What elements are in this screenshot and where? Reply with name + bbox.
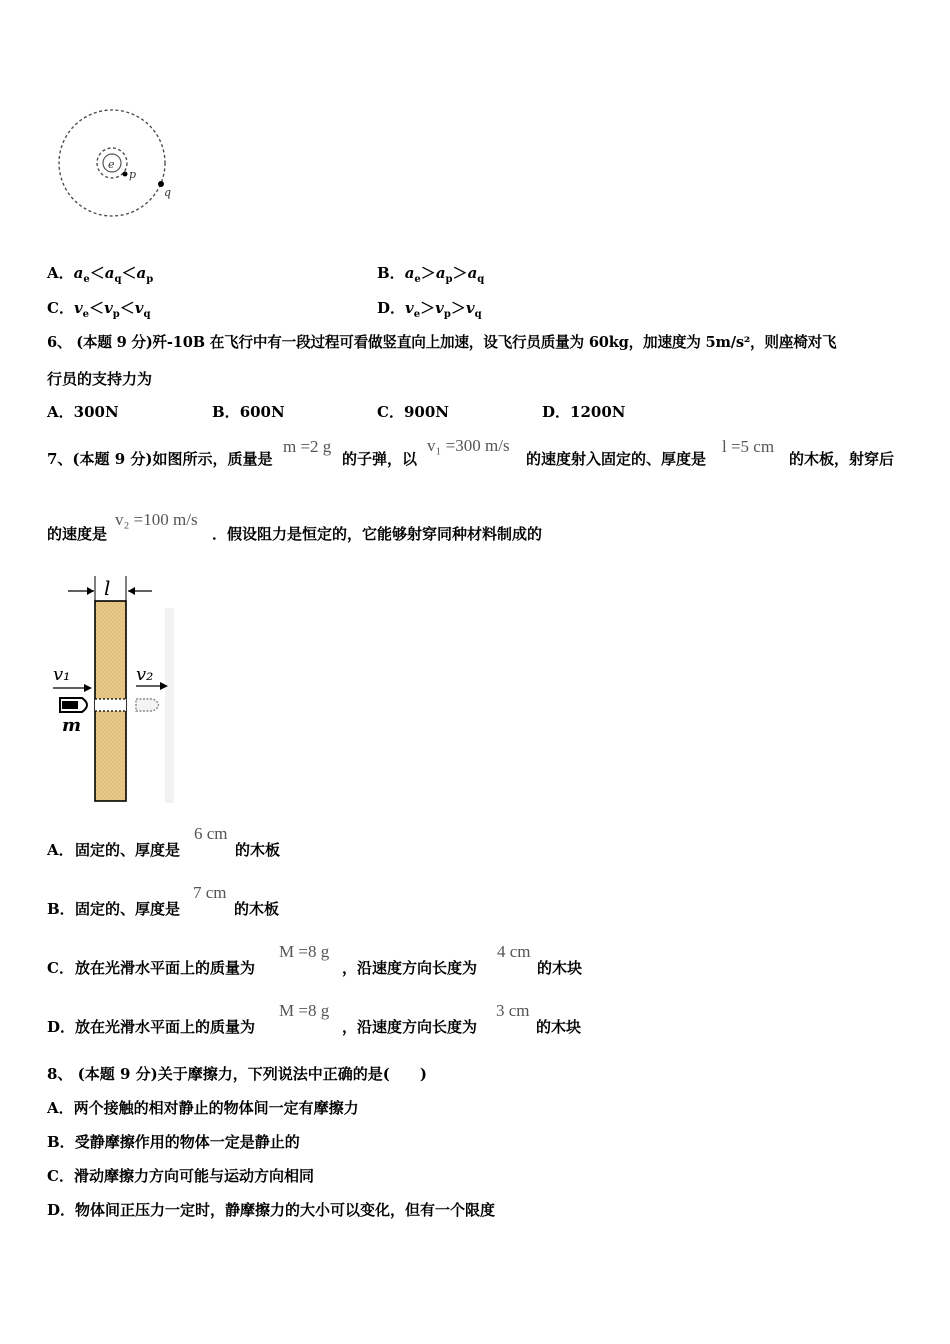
q5-option-b[interactable]: B．$a_e>a_p>a_q$ (377, 264, 485, 285)
q7-mass-expr: m =2 g (283, 437, 332, 456)
q6-stem-line1: 6、 (本题 9 分)歼-10B 在飞行中有一段过程可看做竖直向上加速，设飞行员质量为 60kg，加速度为 5m/s²，则座椅对飞 (47, 334, 837, 351)
label-v1: v₁ (53, 664, 71, 685)
q7-v1-expr: v₁ =300 m/s (427, 436, 510, 455)
orbit-figure (50, 105, 190, 230)
q7-stem-part3: 的速度射入固定的、厚度是 (526, 450, 707, 468)
q7-l-expr: l =5 cm (722, 437, 775, 456)
q5-option-a[interactable]: A．$a_e<a_q<a_p$ (47, 264, 154, 285)
q6-stem-line2: 行员的支持力为 (47, 370, 153, 388)
q7-option-c[interactable]: C． 放在光滑水平面上的质量为 M =8 g ，沿速度方向长度为 4 cm 的木块 (47, 942, 583, 977)
label-m: m (62, 715, 82, 736)
q7-option-b[interactable]: B． 固定的、厚度是 7 cm 的木板 (47, 883, 280, 918)
q7-stem-part1: 7、(本题 9 分)如图所示，质量是 (47, 450, 273, 468)
label-l: l (104, 576, 111, 600)
label-p: p (129, 168, 137, 181)
q7-option-a[interactable]: A． 固定的、厚度是 6 cm 的木板 (47, 824, 281, 859)
label-v2: v₂ (136, 664, 154, 685)
q6-option-a[interactable]: A．300N (47, 403, 119, 421)
q5-option-c[interactable]: C．$v_e<v_p<v_q$ (47, 299, 151, 320)
q7-stem-part5: 的速度是 (47, 525, 108, 543)
q5-option-d[interactable]: D．$v_e>v_p>v_q$ (377, 299, 482, 320)
q8-option-b[interactable]: B．受静摩擦作用的物体一定是静止的 (47, 1133, 300, 1151)
q7-stem-part6: ．假设阻力是恒定的，它能够射穿同种材料制成的 (212, 525, 543, 543)
q8-option-d[interactable]: D．物体间正压力一定时，静摩擦力的大小可以变化，但有一个限度 (47, 1201, 496, 1219)
q6-option-c[interactable]: C．900N (377, 403, 449, 421)
bullet-board-figure (48, 573, 178, 808)
q7-option-d[interactable]: D． 放在光滑水平面上的质量为 M =8 g ，沿速度方向长度为 3 cm 的木块 (47, 1001, 582, 1036)
q8-stem: 8、 (本题 9 分)关于摩擦力，下列说法中正确的是( ) (47, 1065, 427, 1083)
q8-option-c[interactable]: C．滑动摩擦力方向可能与运动方向相同 (47, 1167, 314, 1185)
q8-option-a[interactable]: A．两个接触的相对静止的物体间一定有摩擦力 (47, 1099, 359, 1117)
label-q: q (164, 186, 172, 199)
label-e: e (108, 158, 115, 171)
q7-v2-expr: v₂ =100 m/s (115, 510, 198, 529)
q6-option-d[interactable]: D．1200N (542, 403, 626, 421)
q7-stem-part2: 的子弹，以 (342, 450, 418, 468)
q7-stem-part4: 的木板，射穿后 (789, 450, 895, 468)
q6-option-b[interactable]: B．600N (212, 403, 285, 421)
